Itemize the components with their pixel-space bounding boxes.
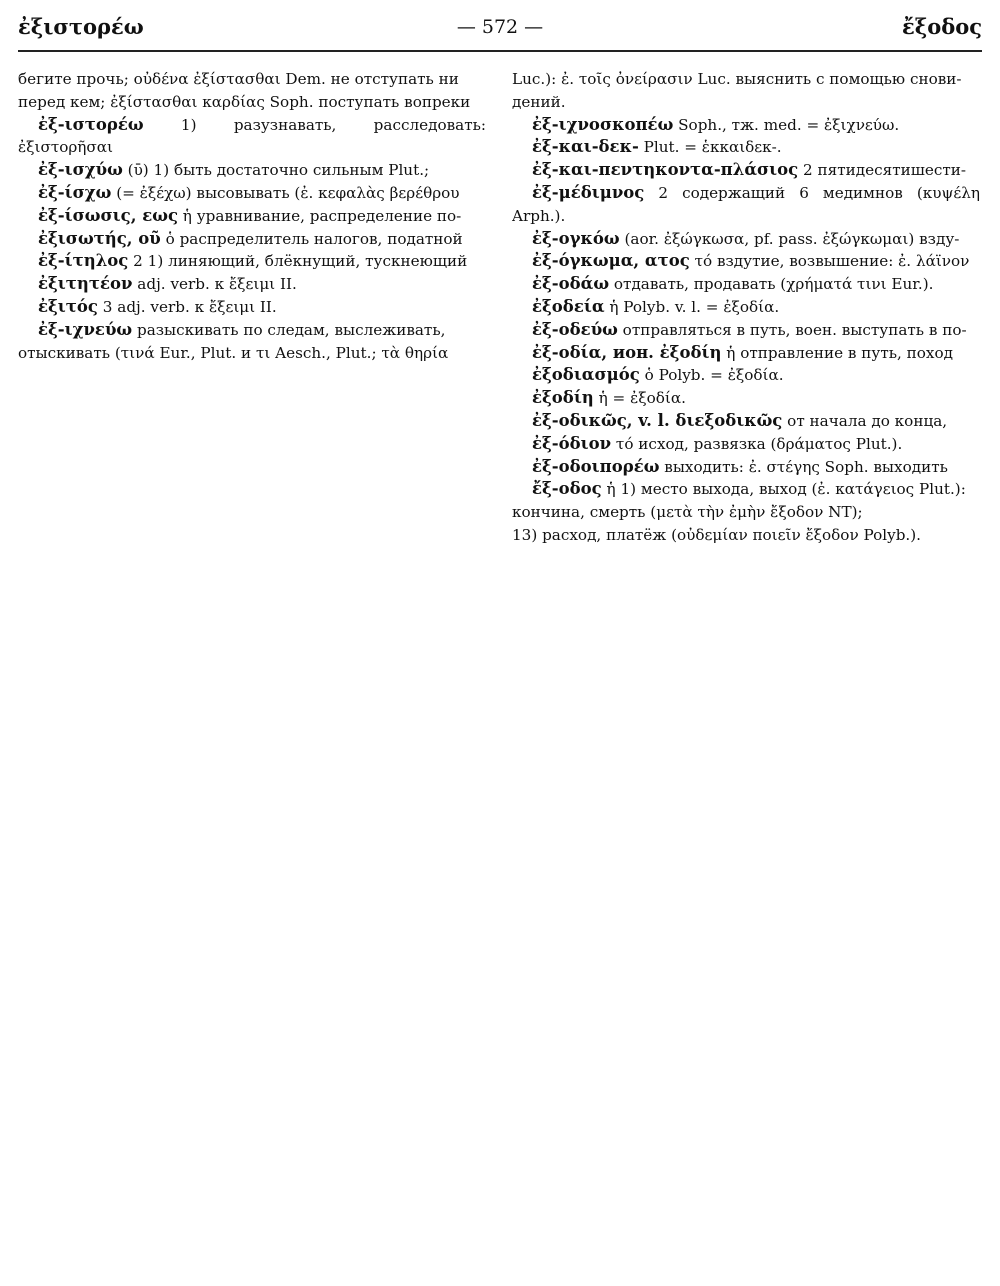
dictionary-entry	[512, 433, 980, 456]
entry-definition: adj. verb. к ἔξειμι II.	[132, 275, 297, 294]
dictionary-entry	[512, 319, 980, 342]
dictionary-entry	[512, 342, 980, 365]
dictionary-entry	[18, 250, 486, 273]
right-column	[512, 68, 980, 1280]
entry-continuation: кончина, смерть (μετὰ τὴν ἐμὴν ἔξοδον NT);	[512, 503, 863, 522]
entry-definition: τό исход, развязка (δράματος Plut.).	[611, 434, 903, 453]
dictionary-entry	[512, 250, 980, 273]
dictionary-entry	[512, 136, 980, 159]
entry-definition: 2 пятидесятишести-	[798, 161, 966, 180]
dictionary-entry	[18, 228, 486, 251]
entry-headword: ἐξ-οδικῶς, v. l. διεξοδικῶς	[532, 410, 783, 430]
entry-continuation: Luc.): ἐ. τοῖς ὀνείρασιν Luc. выяснить с помощью снови-	[512, 70, 962, 88]
entry-headword: ἐξ-οδάω	[532, 274, 610, 294]
entry-definition: ὁ Polyb. = ἐξοδία.	[639, 366, 784, 385]
entry-definition: ἡ уравнивание, распределение по-	[177, 206, 462, 225]
entry-definition: разыскивать по следам, выслеживать,	[132, 320, 446, 339]
dictionary-entry	[512, 410, 980, 433]
entry-definition: (= ἐξέχω) высовывать (ἐ. κεφαλὰς βερέθρου	[111, 183, 460, 202]
running-headword-left: ἐξιστορέω	[18, 14, 144, 39]
entry-headword: ἐξ-οδία, ион. ἐξοδίη	[532, 342, 722, 362]
entry-definition: ὁ распределитель налогов, податной	[160, 229, 463, 248]
entry-definition: 1) разузнавать, расследовать: ἐξιστορῆσαι	[18, 115, 486, 157]
entry-headword: ἐξ-όδιον	[532, 433, 612, 453]
dictionary-entry	[18, 205, 486, 228]
entry-headword: ἐξοδίη	[532, 388, 594, 408]
entry-headword: ἐξ-ισχύω	[38, 160, 123, 180]
dictionary-entry	[512, 364, 980, 387]
left-column	[18, 68, 486, 1280]
entry-headword: ἐξ-ίτηλος	[38, 251, 129, 271]
entry-headword: ἐξοδεία	[532, 296, 605, 316]
dictionary-entry	[512, 273, 980, 296]
entry-definition: (ῡ) 1) быть достаточно сильным Plut.;	[122, 161, 430, 180]
dictionary-entry	[512, 159, 980, 182]
entry-headword: ἐξ-μέδιμνος	[532, 182, 645, 202]
entry-definition: ἡ отправление в путь, поход	[721, 343, 953, 362]
entry-headword: ἐξ-οδοιπορέω	[532, 456, 660, 476]
entry-definition: Plut. = ἑκκαιδεκ-.	[638, 138, 782, 157]
entry-definition: 2 содержащий 6 медимнов (κυψέλη Arph.).	[512, 183, 980, 225]
dictionary-entry	[512, 456, 980, 479]
entry-definition: ἡ = ἐξοδία.	[593, 389, 686, 408]
dictionary-entry	[512, 387, 980, 410]
entry-definition: τό вздутие, возвышение: ἐ. λάϊνον	[689, 252, 970, 271]
page-number: — 572 —	[456, 16, 544, 38]
entry-continuation: дений.	[512, 92, 566, 111]
dictionary-entry	[512, 228, 980, 251]
entry-definition: отдавать, продавать (χρήματά τινι Eur.).	[609, 275, 934, 294]
entry-headword: ἐξισωτής, οῦ	[38, 228, 161, 248]
entry-headword: ἐξ-και-πεντηκοντα-πλάσιος	[532, 160, 799, 180]
entry-headword: ἐξ-ιστορέω	[38, 114, 144, 134]
header-rule	[18, 50, 982, 52]
running-headword-right: ἔξοδος	[901, 14, 982, 39]
entry-definition: ἡ 1) место выхода, выход (ἐ. κατάγειος Plut.):	[601, 480, 966, 499]
dictionary-entry	[512, 296, 980, 319]
dictionary-entry	[18, 114, 486, 160]
entry-definition: от начала до конца,	[782, 411, 948, 430]
entry-definition: 3 adj. verb. к ἔξειμι II.	[97, 297, 277, 316]
entry-definition: (aor. ἐξώγκωσα, pf. pass. ἐξώγκωμαι) взду-	[619, 229, 960, 248]
entry-continuation: отыскивать (τινά Eur., Plut. и τι Aesch., Plut.; τὰ θηρία	[18, 343, 449, 362]
entry-headword: ἐξ-οδεύω	[532, 319, 618, 339]
entry-definition: ἡ Polyb. v. l. = ἐξοδία.	[604, 297, 780, 316]
dictionary-entry	[512, 182, 980, 228]
entry-headword: ἐξ-και-δεκ-	[532, 137, 639, 157]
dictionary-entry	[18, 296, 486, 319]
entry-continuation: 13) расход, платёж (οὐδεμίαν ποιεῖν ἔξοδον Polyb.).	[512, 525, 922, 544]
entry-headword: ἐξ-ιχνεύω	[38, 319, 133, 339]
dictionary-entry	[18, 159, 486, 182]
entry-headword: ἐξ-ίσχω	[38, 182, 112, 202]
dictionary-entry	[18, 319, 486, 342]
entry-definition: отправляться в путь, воен. выступать в по-	[617, 320, 967, 339]
entry-continuation: бегите прочь; οὐδένα ἐξίστασθαι Dem. не отступать ни	[18, 70, 459, 88]
entry-definition: выходить: ἐ. στέγης Soph. выходить	[659, 457, 948, 476]
entry-headword: ἐξ-ιχνοσκοπέω	[532, 114, 674, 134]
entry-continuation: перед кем; ἐξίστασθαι καρδίας Soph. поступать вопреки	[18, 92, 471, 111]
dictionary-entry	[512, 478, 980, 501]
entry-headword: ἐξ-ίσωσις, εως	[38, 205, 178, 225]
entry-headword: ἐξ-ογκόω	[532, 228, 620, 248]
entry-headword: ἔξ-οδος	[532, 479, 602, 499]
dictionary-entry	[18, 182, 486, 205]
entry-definition: 2 1) линяющий, блёкнущий, тускнеющий	[128, 252, 468, 271]
entry-headword: ἐξ-όγκωμα, ατος	[532, 251, 690, 271]
entry-headword: ἐξοδιασμός	[532, 365, 640, 385]
entry-headword: ἐξιτητέον	[38, 274, 133, 294]
dictionary-entry	[512, 114, 980, 137]
entry-definition: Soph., тж. med. = ἐξιχνεύω.	[673, 115, 900, 134]
dictionary-entry	[18, 273, 486, 296]
entry-headword: ἐξιτός	[38, 296, 98, 316]
page-header	[18, 6, 982, 46]
